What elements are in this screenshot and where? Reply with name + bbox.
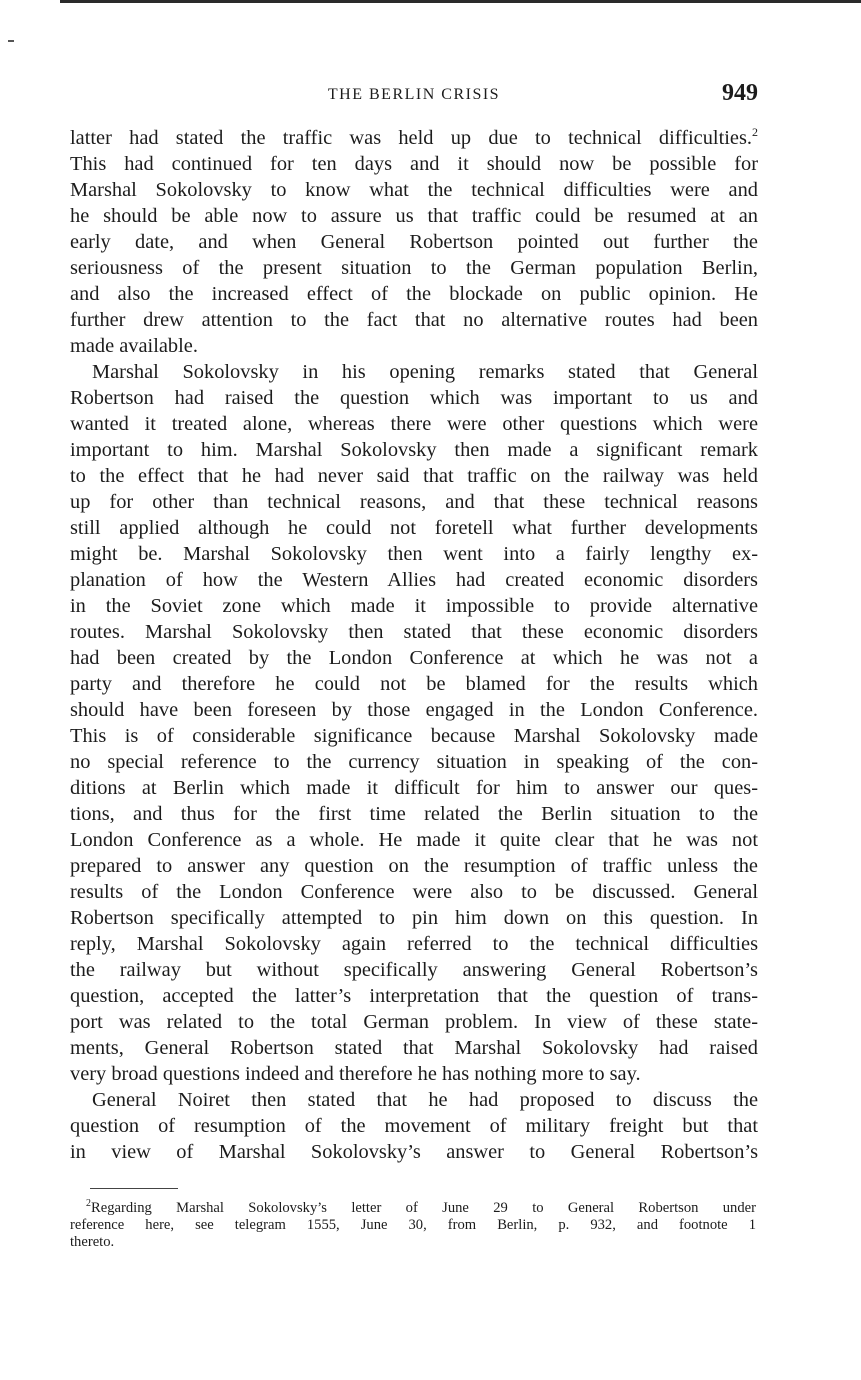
body-line: port was related to the total German problem. In view of these state- bbox=[70, 1011, 758, 1033]
body-line: Marshal Sokolovsky to know what the technical difficulties were and bbox=[70, 179, 758, 201]
body-line: This is of considerable significance because Marshal Sokolovsky made bbox=[70, 725, 758, 747]
body-line: ments, General Robertson stated that Marshal Sokolovsky had raised bbox=[70, 1037, 758, 1059]
body-line: seriousness of the present situation to the German population Berlin, bbox=[70, 257, 758, 279]
body-line: Robertson had raised the question which was important to us and bbox=[70, 387, 758, 409]
body-line: very broad questions indeed and therefore he has nothing more to say. bbox=[70, 1063, 641, 1085]
body-line: prepared to answer any question on the resumption of traffic unless the bbox=[70, 855, 758, 877]
footnote-line: thereto. bbox=[70, 1234, 115, 1250]
body-line: still applied although he could not foretell what further developments bbox=[70, 517, 758, 539]
body-line: question, accepted the latter’s interpretation that the question of trans- bbox=[70, 985, 758, 1007]
paragraph-first-line: Marshal Sokolovsky in his opening remarks stated that General bbox=[92, 361, 758, 383]
body-line: up for other than technical reasons, and that these technical reasons bbox=[70, 491, 758, 513]
body-line: and also the increased effect of the blockade on public opinion. He bbox=[70, 283, 758, 305]
top-edge-rule bbox=[60, 0, 861, 3]
body-line: he should be able now to assure us that traffic could be resumed at an bbox=[70, 205, 758, 227]
body-line: tions, and thus for the first time related the Berlin situation to the bbox=[70, 803, 758, 825]
footnote-marker: 2 bbox=[86, 1198, 91, 1210]
body-line: the railway but without specifically answering General Robertson’s bbox=[70, 959, 758, 981]
body-text bbox=[70, 125, 758, 1165]
body-line: party and therefore he could not be blamed for the results which bbox=[70, 673, 758, 695]
body-line: London Conference as a whole. He made it quite clear that he was not bbox=[70, 829, 758, 851]
footnote-line bbox=[70, 1200, 756, 1217]
paragraph-first-line: General Noiret then stated that he had proposed to discuss the bbox=[92, 1089, 758, 1111]
body-line: further drew attention to the fact that no alternative routes had been bbox=[70, 309, 758, 331]
body-line: in view of Marshal Sokolovsky’s answer to General Robertson’s bbox=[70, 1141, 758, 1163]
body-line: should have been foreseen by those engaged in the London Conference. bbox=[70, 699, 758, 721]
footnote-line: reference here, see telegram 1555, June 30, from Berlin, p. 932, and footnote 1 bbox=[70, 1217, 756, 1233]
running-title: THE BERLIN CRISIS bbox=[327, 86, 501, 103]
body-line: early date, and when General Robertson pointed out further the bbox=[70, 231, 758, 253]
body-line bbox=[70, 125, 758, 151]
footnote-reference: 2 bbox=[752, 125, 758, 140]
body-line: to the effect that he had never said that traffic on the railway was held bbox=[70, 465, 758, 487]
footnote bbox=[70, 1200, 756, 1251]
body-line: Robertson specifically attempted to pin him down on this question. In bbox=[70, 907, 758, 929]
body-line: important to him. Marshal Sokolovsky then made a significant remark bbox=[70, 439, 758, 461]
body-line: reply, Marshal Sokolovsky again referred to the technical difficulties bbox=[70, 933, 758, 955]
body-line: results of the London Conference were also to be discussed. General bbox=[70, 881, 758, 903]
running-head bbox=[70, 80, 758, 110]
body-line: This had continued for ten days and it should now be possible for bbox=[70, 153, 758, 175]
body-line: planation of how the Western Allies had created economic disorders bbox=[70, 569, 758, 591]
body-line: had been created by the London Conference at which he was not a bbox=[70, 647, 758, 669]
body-line: ditions at Berlin which made it difficult for him to answer our ques- bbox=[70, 777, 758, 799]
body-line: might be. Marshal Sokolovsky then went into a fairly lengthy ex- bbox=[70, 543, 758, 565]
footnote-line-text: Regarding Marshal Sokolovsky’s letter of June 29 to General Robertson under bbox=[91, 1200, 756, 1216]
body-line: question of resumption of the movement of military freight but that bbox=[70, 1115, 758, 1137]
page-number: 949 bbox=[722, 80, 758, 106]
body-line: in the Soviet zone which made it impossible to provide alternative bbox=[70, 595, 758, 617]
body-line: made available. bbox=[70, 335, 198, 357]
body-line: no special reference to the currency situation in speaking of the con- bbox=[70, 751, 758, 773]
body-line-text: latter had stated the traffic was held up due to technical difficulties. bbox=[70, 127, 752, 149]
margin-mark bbox=[8, 40, 14, 42]
footnote-rule bbox=[90, 1188, 178, 1189]
body-line: routes. Marshal Sokolovsky then stated that these economic disorders bbox=[70, 621, 758, 643]
body-line: wanted it treated alone, whereas there were other questions which were bbox=[70, 413, 758, 435]
